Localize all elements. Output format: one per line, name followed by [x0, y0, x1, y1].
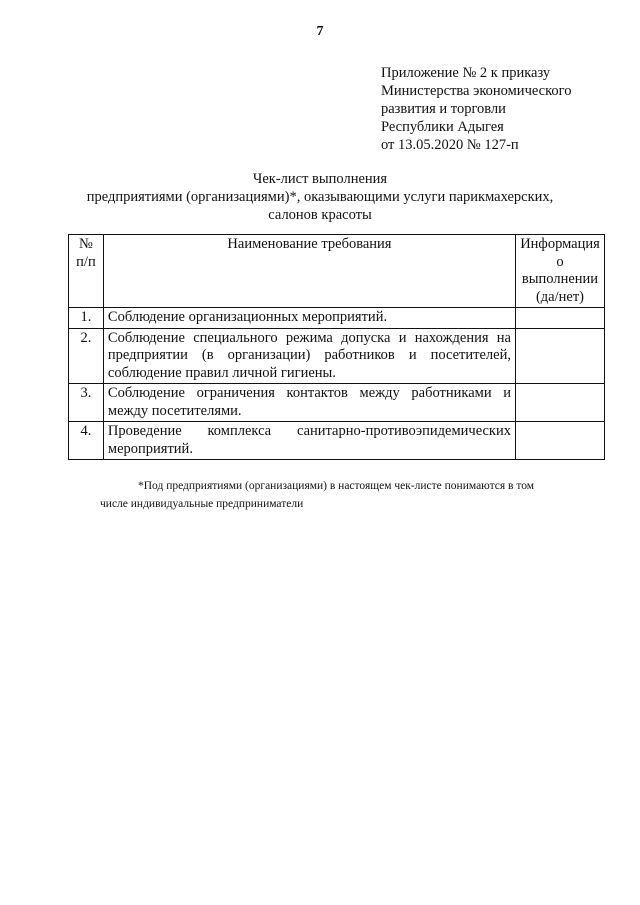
- row-number: 2.: [69, 328, 104, 384]
- row-info-cell[interactable]: [515, 328, 604, 384]
- appendix-line: Республики Адыгея: [381, 119, 504, 135]
- table-header-row: [69, 235, 605, 308]
- checklist-table: [68, 234, 605, 460]
- appendix-reference: [381, 64, 621, 154]
- document-title: [60, 170, 580, 224]
- title-line: салонов красоты: [268, 207, 372, 223]
- row-requirement: Соблюдение ограничения контактов между работниками и между посетителями.: [103, 384, 515, 422]
- row-number: 3.: [69, 384, 104, 422]
- appendix-line: Приложение № 2 к приказу: [381, 65, 551, 81]
- row-number: 4.: [69, 422, 104, 460]
- appendix-line: от 13.05.2020 № 127-п: [381, 137, 519, 153]
- page-number: 7: [316, 24, 324, 39]
- header-info: Информация о выполнении (да/нет): [515, 235, 604, 308]
- header-number: № п/п: [69, 235, 104, 308]
- appendix-line: Министерства экономического: [381, 83, 572, 99]
- row-info-cell[interactable]: [515, 384, 604, 422]
- table-row: [69, 384, 605, 422]
- row-requirement: Соблюдение специального режима допуска и нахождения на предприятии (в организации) работников и посетителей, соблюдение правил личной гигиены.: [103, 328, 515, 384]
- row-requirement: Проведение комплекса санитарно-противоэпидемических мероприятий.: [103, 422, 515, 460]
- title-line: предприятиями (организациями)*, оказывающими услуги парикмахерских,: [86, 189, 554, 205]
- row-info-cell[interactable]: [515, 422, 604, 460]
- table-row: [69, 422, 605, 460]
- row-number: 1.: [69, 308, 104, 329]
- table-row: [69, 328, 605, 384]
- footnote-line: *Под предприятиями (организациями) в настоящем чек-листе понимаются в том: [138, 480, 535, 492]
- footnote: [100, 477, 600, 513]
- header-requirement: Наименование требования: [103, 235, 515, 308]
- title-line: Чек-лист выполнения: [252, 171, 388, 187]
- row-info-cell[interactable]: [515, 308, 604, 329]
- footnote-line: числе индивидуальные предприниматели: [100, 498, 304, 510]
- appendix-line: развития и торговли: [381, 101, 506, 117]
- row-requirement: Соблюдение организационных мероприятий.: [103, 308, 515, 329]
- table-row: [69, 308, 605, 329]
